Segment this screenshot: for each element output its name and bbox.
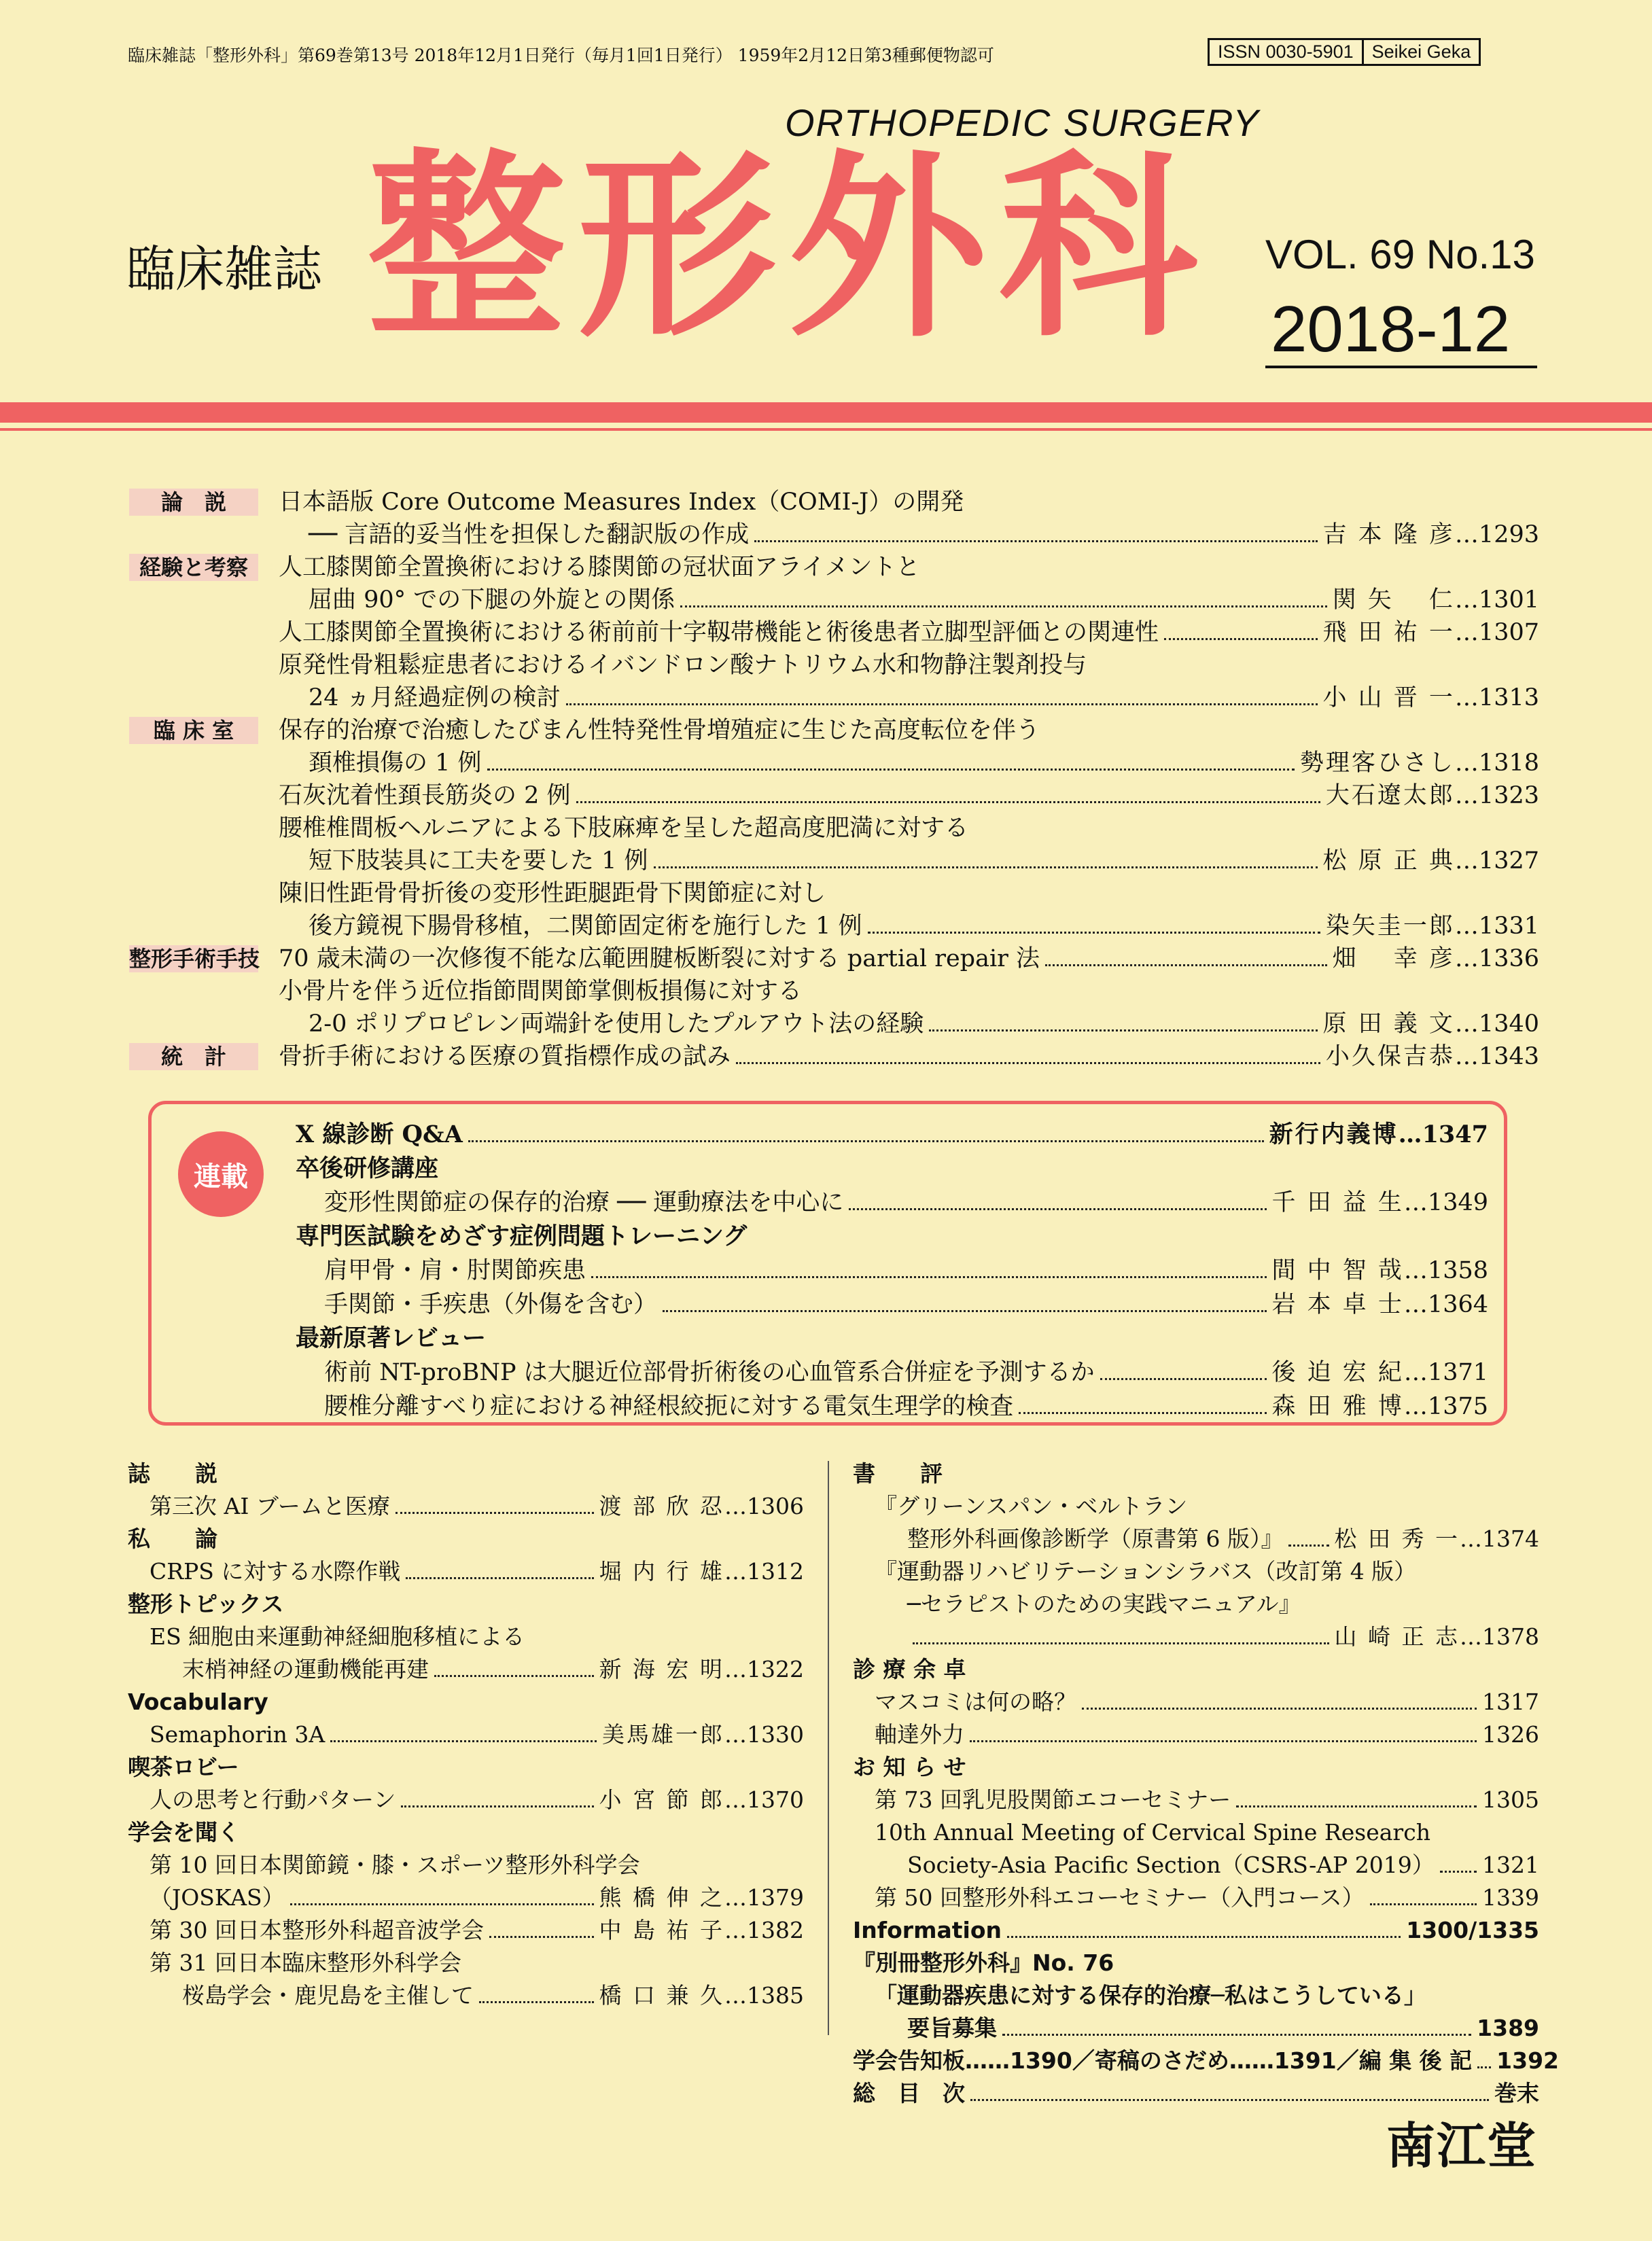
toc-section — [129, 812, 1539, 877]
toc-line — [279, 486, 1539, 518]
entry-page: 1382 — [747, 1917, 804, 1943]
entry-page: 巻末 — [1494, 2080, 1539, 2106]
entry-page: 1321 — [1482, 1852, 1539, 1878]
entry-author: 小 山 晋 一 — [1322, 684, 1455, 711]
entry-title: 第三次 AI ブームと医療 — [150, 1493, 390, 1519]
entry-author: 原 田 義 文 — [1322, 1010, 1455, 1038]
toc-entry — [279, 1040, 1539, 1073]
publication-info: 臨床雑誌「整形外科」第69巻第13号 2018年12月1日発行（毎月1回1日発行） 1959年2月12日第3種郵便物認可 — [128, 46, 994, 65]
leader-dots-short: … — [1454, 1043, 1479, 1070]
toc-section — [129, 877, 1539, 942]
entry-page: 1301 — [1478, 586, 1539, 614]
toc-line — [128, 1653, 804, 1686]
toc-section — [129, 779, 1539, 812]
leader-dots-short: … — [1403, 1291, 1428, 1318]
entry-title: 70 歳未満の一次修復不能な広範囲腱板断裂に対する partial repair 法 — [279, 945, 1040, 972]
entry-author: 千 田 益 生 — [1271, 1189, 1404, 1216]
entry-title: 第 73 回乳児股関節エコーセミナー — [875, 1786, 1231, 1813]
entry-author: 岩 本 卓 士 — [1271, 1291, 1404, 1318]
entry-title: 2-0 ポリプロピレン両端針を使用したプルアウト法の経験 — [309, 1010, 924, 1038]
toc-entry — [279, 877, 1539, 942]
entry-title: 術前 NT-proBNP は大腿近位部骨折術後の心血管系合併症を予測するか — [324, 1359, 1095, 1386]
leader-dots-short: … — [724, 1917, 748, 1943]
toc-category: 整形手術手技 — [129, 946, 260, 972]
entry-title: 保存的治療で治癒したびまん性特発性骨増殖症に生じた高度転位を伴う — [279, 717, 1040, 744]
leader-dots-short: … — [724, 1656, 748, 1682]
toc-line — [279, 682, 1539, 714]
toc-line — [279, 551, 1539, 584]
leader-dots — [849, 1208, 1266, 1210]
left-column — [128, 1458, 804, 2012]
entry-page: 1327 — [1478, 847, 1539, 875]
toc-entry — [279, 942, 1539, 975]
toc-line — [279, 845, 1539, 877]
entry-page: 1340 — [1478, 1010, 1539, 1038]
entry-title: 人工膝関節全置換術における膝関節の冠状面アライメントと — [279, 554, 920, 581]
toc-line — [128, 1882, 804, 1914]
toc-line — [279, 812, 1539, 845]
entry-title: 人工膝関節全置換術における術前前十字靱帯機能と術後患者立脚型評価との関連性 — [279, 619, 1159, 646]
journal-kind: 臨床雑誌 — [126, 241, 323, 298]
section-heading: Vocabulary — [128, 1689, 268, 1715]
entry-title: 『別冊整形外科』No. 76 — [853, 1949, 1114, 1976]
toc-line — [279, 518, 1539, 551]
entry-title: Society-Asia Pacific Section（CSRS-AP 2019） — [907, 1852, 1435, 1878]
entry-page: 1358 — [1427, 1257, 1488, 1284]
entry-title: 総 目 次 — [853, 2080, 965, 2106]
leader-dots-short: … — [1403, 1189, 1428, 1216]
entry-title: マスコミは何の略？ — [875, 1689, 1076, 1715]
entry-page: 1312 — [747, 1558, 804, 1585]
serial-list — [296, 1118, 1488, 1424]
entry-title: 骨折手術における医療の質指標作成の試み — [279, 1043, 731, 1070]
entry-page: 1364 — [1427, 1291, 1488, 1318]
entry-author: 飛 田 祐 一 — [1322, 619, 1455, 646]
leader-dots — [913, 1642, 1329, 1644]
entry-title: 要旨募集 — [907, 2015, 997, 2041]
toc-section — [129, 975, 1539, 1040]
entry-page: 1378 — [1482, 1623, 1539, 1650]
toc-line — [853, 1490, 1539, 1523]
entry-title: 陳旧性距骨骨折後の変形性距腿距骨下関節症に対し — [279, 880, 826, 907]
leader-dots-short: … — [724, 1721, 748, 1748]
section-heading: 学会を聞く — [128, 1819, 240, 1846]
toc-section — [129, 616, 1539, 649]
toc-entry — [279, 975, 1539, 1040]
entry-title: 第 30 回日本整形外科超音波学会 — [150, 1917, 484, 1943]
toc-line — [128, 1947, 804, 1979]
entry-title: 「運動器疾患に対する保存的治療─私はこうしている」 — [875, 1982, 1426, 2009]
entry-page: 1379 — [747, 1884, 804, 1911]
entry-title: 変形性関節症の保存的治療 ── 運動療法を中心に — [324, 1189, 844, 1216]
toc-section — [129, 942, 1539, 975]
leader-dots — [591, 1276, 1267, 1278]
leader-dots-short: … — [1460, 1525, 1483, 1552]
toc-line — [853, 1588, 1539, 1621]
entry-title: 『運動器リハビリテーションシラバス（改訂第 4 版） — [875, 1558, 1417, 1585]
entry-author: 吉 本 隆 彦 — [1322, 521, 1455, 548]
entry-author: 山 崎 正 志 — [1334, 1623, 1460, 1650]
toc-line — [853, 1914, 1539, 1947]
toc-line — [296, 1254, 1488, 1288]
entry-title: 屈曲 90° での下腿の外旋との関係 — [309, 586, 675, 614]
leader-dots — [1164, 638, 1318, 640]
issn-box — [1208, 38, 1481, 66]
entry-page: 1370 — [747, 1786, 804, 1813]
toc-entry — [279, 812, 1539, 877]
volume-number: VOL. 69 No.13 — [1265, 232, 1535, 277]
leader-dots — [1236, 1805, 1477, 1807]
serial-badge: 連載 — [178, 1131, 264, 1217]
entry-author: 中 島 祐 子 — [599, 1917, 725, 1943]
toc-line — [853, 1849, 1539, 1882]
entry-title: ES 細胞由来運動神経細胞移植による — [150, 1623, 525, 1650]
toc-line — [853, 2077, 1539, 2110]
leader-dots — [1288, 1545, 1329, 1547]
entry-title: X 線診断 Q&A — [296, 1120, 463, 1148]
toc-category: 統 計 — [129, 1043, 258, 1070]
leader-dots-short: … — [724, 1493, 748, 1519]
entry-author: 小久保吉恭 — [1325, 1043, 1455, 1070]
section-heading: 整形トピックス — [128, 1591, 284, 1617]
entry-page: 1306 — [747, 1493, 804, 1519]
toc-line — [853, 2045, 1560, 2077]
toc-line — [128, 1718, 804, 1751]
leader-dots — [1082, 1708, 1477, 1710]
toc-line — [279, 714, 1539, 747]
entry-page: 1307 — [1478, 619, 1539, 646]
toc-line — [853, 1816, 1539, 1849]
leader-dots — [434, 1675, 594, 1677]
leader-dots — [1100, 1378, 1267, 1380]
leader-dots — [489, 1936, 594, 1938]
toc-line — [296, 1390, 1488, 1424]
leader-dots-short: … — [1454, 913, 1479, 940]
header-band-rule — [0, 428, 1652, 431]
toc-line — [296, 1118, 1488, 1152]
leader-dots — [396, 1512, 594, 1514]
leader-dots — [401, 1805, 593, 1807]
leader-dots — [468, 1140, 1264, 1142]
leader-dots-short: … — [1454, 945, 1479, 972]
toc-category: 経験と考察 — [129, 554, 258, 581]
entry-title: 手関節・手疾患（外傷を含む） — [324, 1291, 658, 1318]
toc-line — [279, 1040, 1539, 1073]
entry-title: 学会告知板……1390／寄稿のさだめ……1391／編 集 後 記 — [853, 2047, 1473, 2074]
entry-page: 1339 — [1482, 1884, 1539, 1911]
entry-author: 新 海 宏 明 — [599, 1656, 725, 1682]
entry-author: 畑 幸 彦 — [1332, 945, 1455, 972]
entry-title: 整形外科画像診断学（原書第 6 版）』 — [907, 1525, 1284, 1552]
entry-author: 渡 部 欣 忍 — [599, 1493, 725, 1519]
entry-author: 勢理客ひさし — [1299, 749, 1455, 777]
journal-title: 整形外科 — [367, 130, 1210, 364]
toc-line — [279, 747, 1539, 779]
entry-page: 1343 — [1478, 1043, 1539, 1070]
entry-page: 1371 — [1427, 1359, 1488, 1386]
leader-dots — [736, 1062, 1320, 1064]
entry-author: 堀 内 行 雄 — [599, 1558, 725, 1585]
leader-dots — [1045, 964, 1327, 966]
toc-line — [128, 1784, 804, 1816]
section-heading: お 知 ら せ — [853, 1754, 966, 1780]
toc-line — [279, 1008, 1539, 1040]
toc-category: 論 説 — [129, 489, 258, 516]
entry-page: 1374 — [1482, 1525, 1539, 1552]
leader-dots — [929, 1029, 1317, 1031]
entry-author: 森 田 雅 博 — [1271, 1393, 1404, 1420]
entry-title: 10th Annual Meeting of Cervical Spine Research — [875, 1819, 1430, 1846]
entry-page: 1300/1335 — [1406, 1917, 1539, 1943]
entry-author: 大石遼太郎 — [1325, 782, 1455, 809]
leader-dots-short: … — [1403, 1257, 1428, 1284]
toc-line — [296, 1186, 1488, 1220]
leader-dots — [479, 2001, 594, 2003]
toc-line — [279, 877, 1539, 910]
toc-line — [128, 1621, 804, 1653]
toc-line — [853, 2012, 1539, 2045]
entry-page: 1305 — [1482, 1786, 1539, 1813]
entry-page: 1330 — [747, 1721, 804, 1748]
entry-page: 1318 — [1478, 749, 1539, 777]
leader-dots-short: … — [1454, 1010, 1479, 1038]
leader-dots — [1440, 1871, 1477, 1873]
table-of-contents — [129, 486, 1539, 1073]
section-heading: 喫茶ロビー — [128, 1754, 239, 1780]
toc-line — [853, 1523, 1539, 1555]
toc-section — [129, 649, 1539, 714]
toc-category: 臨 床 室 — [129, 717, 258, 744]
toc-section — [129, 551, 1539, 616]
toc-line — [279, 649, 1539, 682]
entry-title: CRPS に対する水際作戦 — [150, 1558, 401, 1585]
column-divider — [828, 1461, 829, 2035]
leader-dots-short: … — [1454, 619, 1479, 646]
toc-line — [279, 616, 1539, 649]
entry-page: 1392 — [1496, 2047, 1560, 2074]
entry-page: 1389 — [1477, 2015, 1539, 2041]
entry-page: 1313 — [1478, 684, 1539, 711]
leader-dots-short: … — [1398, 1120, 1422, 1148]
toc-line — [853, 1621, 1539, 1653]
entry-title: 人の思考と行動パターン — [150, 1786, 396, 1813]
toc-entry — [279, 616, 1539, 649]
toc-entry — [279, 649, 1539, 714]
section-heading: 私 論 — [128, 1525, 217, 1552]
leader-dots — [663, 1310, 1267, 1312]
leader-dots-short: … — [1403, 1393, 1428, 1420]
leader-dots — [330, 1740, 597, 1742]
entry-page: 1385 — [747, 1982, 804, 2009]
toc-line — [853, 1784, 1539, 1816]
entry-title: 日本語版 Core Outcome Measures Index（COMI-J）の開発 — [279, 489, 964, 516]
toc-line — [279, 910, 1539, 942]
entry-title: 小骨片を伴う近位指節間関節掌側板損傷に対する — [279, 978, 803, 1005]
toc-line — [128, 1849, 804, 1882]
entry-title: 軸達外力 — [875, 1721, 964, 1748]
entry-title: 第 50 回整形外科エコーセミナー（入門コース） — [875, 1884, 1365, 1911]
english-title: ORTHOPEDIC SURGERY — [785, 101, 1260, 144]
toc-entry — [279, 486, 1539, 551]
entry-page: 1375 — [1427, 1393, 1488, 1420]
toc-section — [129, 714, 1539, 779]
toc-line — [279, 779, 1539, 812]
leader-dots-short: … — [1454, 684, 1479, 711]
toc-line — [296, 1288, 1488, 1322]
entry-title: ─セラピストのための実践マニュアル』 — [907, 1591, 1301, 1617]
entry-title: 末梢神経の運動機能再建 — [182, 1656, 429, 1682]
serial-heading: 専門医試験をめざす症例問題トレーニング — [296, 1223, 748, 1250]
leader-dots — [680, 605, 1326, 607]
leader-dots — [406, 1577, 593, 1579]
toc-line — [128, 1490, 804, 1523]
leader-dots-short: … — [1454, 521, 1479, 548]
entry-page: 1331 — [1478, 913, 1539, 940]
section-heading: 書 評 — [853, 1460, 943, 1487]
entry-title: 石灰沈着性頚長筋炎の 2 例 — [279, 782, 571, 809]
entry-author: 熊 橋 伸 之 — [599, 1884, 725, 1911]
leader-dots-short: … — [1454, 586, 1479, 614]
entry-author: 橋 口 兼 久 — [599, 1982, 725, 2009]
leader-dots-short: … — [1460, 1623, 1483, 1650]
leader-dots — [970, 2099, 1489, 2101]
entry-title: （JOSKAS） — [150, 1884, 285, 1911]
entry-title: 腰椎椎間板ヘルニアによる下肢麻痺を呈した超高度肥満に対する — [279, 815, 969, 842]
toc-line — [853, 1555, 1539, 1588]
leader-dots-short: … — [724, 1982, 748, 2009]
serial-heading: 最新原著レビュー — [296, 1325, 487, 1352]
leader-dots-short: … — [1454, 782, 1479, 809]
entry-title: 第 31 回日本臨床整形外科学会 — [150, 1949, 461, 1976]
publisher-logo: 南江堂 — [1386, 2117, 1538, 2174]
entry-page: 1349 — [1427, 1189, 1488, 1216]
entry-page: 1293 — [1478, 521, 1539, 548]
leader-dots-short: … — [724, 1786, 748, 1813]
entry-author: 染矢圭一郎 — [1325, 913, 1455, 940]
entry-author: 関 矢 仁 — [1332, 586, 1455, 614]
entry-title: 原発性骨粗鬆症患者におけるイバンドロン酸ナトリウム水和物静注製剤投与 — [279, 652, 1087, 679]
leader-dots-short: … — [724, 1558, 748, 1585]
leader-dots — [576, 801, 1320, 803]
toc-line — [296, 1356, 1488, 1390]
entry-page: 1336 — [1478, 945, 1539, 972]
toc-entry — [279, 779, 1539, 812]
entry-title: 第 10 回日本関節鏡・膝・スポーツ整形外科学会 — [150, 1852, 640, 1878]
leader-dots — [487, 769, 1295, 771]
entry-author: 間 中 智 哉 — [1271, 1257, 1404, 1284]
toc-line — [853, 1686, 1539, 1718]
leader-dots-short: … — [1454, 847, 1479, 875]
toc-line — [279, 975, 1539, 1008]
entry-author: 後 迫 宏 紀 — [1271, 1359, 1404, 1386]
entry-page: 1326 — [1482, 1721, 1539, 1748]
leader-dots-short: … — [724, 1884, 748, 1911]
leader-dots — [566, 703, 1318, 705]
leader-dots — [868, 932, 1320, 934]
entry-author: 小 宮 節 郎 — [599, 1786, 725, 1813]
right-column — [853, 1458, 1560, 2110]
leader-dots — [1477, 2066, 1491, 2068]
leader-dots-short: … — [1454, 749, 1479, 777]
toc-entry — [279, 714, 1539, 779]
date-underline — [1265, 366, 1537, 368]
entry-title: 『グリーンスパン・ベルトラン — [875, 1493, 1188, 1519]
entry-page: 1317 — [1482, 1689, 1539, 1715]
issue-date: 2018-12 — [1271, 293, 1511, 366]
entry-title: Information — [853, 1917, 1002, 1943]
entry-title: 24 ヵ月経過症例の検討 — [309, 684, 561, 711]
entry-author: 松 原 正 典 — [1322, 847, 1455, 875]
toc-line — [128, 1979, 804, 2012]
section-heading: 誌 説 — [128, 1460, 217, 1487]
toc-line — [128, 1914, 804, 1947]
entry-page: 1347 — [1422, 1120, 1488, 1148]
entry-title: 腰椎分離すべり症における神経根絞扼に対する電気生理学的検査 — [324, 1393, 1014, 1420]
entry-title: 後方鏡視下腸骨移植，二関節固定術を施行した 1 例 — [309, 913, 862, 940]
toc-section — [129, 1040, 1539, 1073]
toc-section — [129, 486, 1539, 551]
toc-line — [279, 942, 1539, 975]
leader-dots — [754, 540, 1317, 542]
entry-author: 美馬雄一郎 — [602, 1721, 725, 1748]
entry-title: 短下肢装具に工夫を要した 1 例 — [309, 847, 648, 875]
toc-line — [853, 1947, 1539, 1979]
toc-line — [279, 584, 1539, 616]
entry-author: 松 田 秀 一 — [1334, 1525, 1460, 1552]
serial-heading: 卒後研修講座 — [296, 1155, 439, 1182]
toc-line — [128, 1555, 804, 1588]
toc-line — [853, 1718, 1539, 1751]
entry-page: 1322 — [747, 1656, 804, 1682]
toc-entry — [279, 551, 1539, 616]
entry-title: Semaphorin 3A — [150, 1721, 326, 1748]
leader-dots — [970, 1740, 1477, 1742]
leader-dots — [1002, 2034, 1471, 2036]
entry-page: 1323 — [1478, 782, 1539, 809]
leader-dots — [654, 866, 1318, 868]
entry-title: 肩甲骨・肩・肘関節疾患 — [324, 1257, 586, 1284]
leader-dots-short: … — [1403, 1359, 1428, 1386]
toc-line — [853, 1979, 1539, 2012]
entry-title: ── 言語的妥当性を担保した翻訳版の作成 — [309, 521, 750, 548]
leader-dots — [1370, 1903, 1477, 1905]
issn-number: ISSN 0030-5901 — [1218, 41, 1354, 62]
issn-title: Seikei Geka — [1362, 40, 1479, 64]
leader-dots — [290, 1903, 594, 1905]
entry-title: 頚椎損傷の 1 例 — [309, 749, 482, 777]
leader-dots — [1007, 1936, 1401, 1938]
toc-line — [853, 1882, 1539, 1914]
entry-author: 新行内義博 — [1269, 1120, 1399, 1148]
section-heading: 診 療 余 卓 — [853, 1656, 966, 1682]
header-band — [0, 402, 1652, 423]
leader-dots — [1019, 1412, 1266, 1414]
entry-title: 桜島学会・鹿児島を主催して — [182, 1982, 474, 2009]
